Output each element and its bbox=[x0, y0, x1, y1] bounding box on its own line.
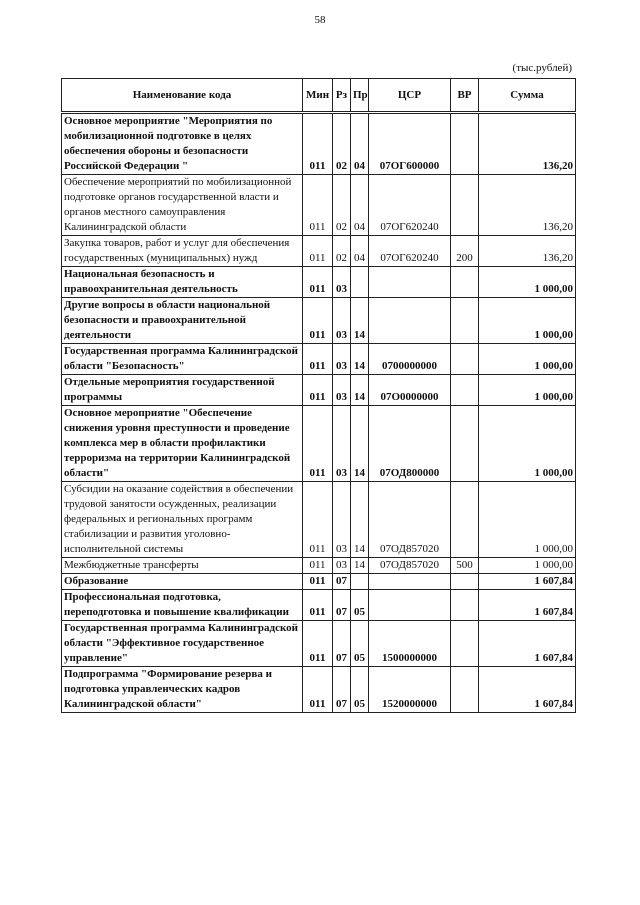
cell-name: Субсидии на оказание содействия в обеспечении трудовой занятости осужденных, реализации федеральных и региональных программ стабилизации и развития уголовно-исполнительной системы bbox=[62, 482, 303, 558]
cell-sum: 1 000,00 bbox=[479, 482, 576, 558]
cell-pr: 05 bbox=[351, 667, 369, 713]
cell-pr: 14 bbox=[351, 482, 369, 558]
table-row bbox=[62, 406, 576, 482]
table-row bbox=[62, 667, 576, 713]
table-body bbox=[62, 113, 576, 713]
cell-name: Другие вопросы в области национальной безопасности и правоохранительной деятельности bbox=[62, 298, 303, 344]
cell-vr bbox=[451, 482, 479, 558]
table-row bbox=[62, 574, 576, 590]
cell-rz: 03 bbox=[333, 406, 351, 482]
table-row bbox=[62, 482, 576, 558]
cell-csr bbox=[369, 574, 451, 590]
cell-vr bbox=[451, 590, 479, 621]
cell-pr: 14 bbox=[351, 298, 369, 344]
cell-rz: 02 bbox=[333, 236, 351, 267]
cell-vr bbox=[451, 574, 479, 590]
cell-name: Образование bbox=[62, 574, 303, 590]
cell-pr: 14 bbox=[351, 558, 369, 574]
cell-rz: 02 bbox=[333, 113, 351, 175]
cell-csr: 07ОД857020 bbox=[369, 558, 451, 574]
cell-rz: 07 bbox=[333, 667, 351, 713]
cell-min: 011 bbox=[303, 113, 333, 175]
header-rz: Рз bbox=[333, 79, 351, 113]
header-vr: ВР bbox=[451, 79, 479, 113]
units-label: (тыс.рублей) bbox=[512, 62, 572, 74]
cell-sum: 1 607,84 bbox=[479, 574, 576, 590]
cell-sum: 136,20 bbox=[479, 175, 576, 236]
cell-vr: 200 bbox=[451, 236, 479, 267]
cell-pr: 14 bbox=[351, 406, 369, 482]
cell-pr: 04 bbox=[351, 175, 369, 236]
table-row bbox=[62, 236, 576, 267]
cell-sum: 1 607,84 bbox=[479, 621, 576, 667]
cell-min: 011 bbox=[303, 375, 333, 406]
table-row bbox=[62, 344, 576, 375]
cell-min: 011 bbox=[303, 236, 333, 267]
cell-csr: 0700000000 bbox=[369, 344, 451, 375]
table-row bbox=[62, 113, 576, 175]
table-row bbox=[62, 267, 576, 298]
cell-csr bbox=[369, 267, 451, 298]
cell-min: 011 bbox=[303, 621, 333, 667]
cell-vr: 500 bbox=[451, 558, 479, 574]
table-row bbox=[62, 558, 576, 574]
cell-min: 011 bbox=[303, 574, 333, 590]
cell-pr: 04 bbox=[351, 236, 369, 267]
cell-name: Основное мероприятие "Обеспечение снижения уровня преступности и проведение комплекса мер в области профилактики терроризма на территории Калининградской области" bbox=[62, 406, 303, 482]
cell-rz: 03 bbox=[333, 344, 351, 375]
cell-name: Закупка товаров, работ и услуг для обеспечения государственных (муниципальных) нужд bbox=[62, 236, 303, 267]
cell-sum: 136,20 bbox=[479, 113, 576, 175]
cell-pr: 04 bbox=[351, 113, 369, 175]
cell-pr: 14 bbox=[351, 375, 369, 406]
cell-vr bbox=[451, 298, 479, 344]
cell-name: Государственная программа Калининградской области "Безопасность" bbox=[62, 344, 303, 375]
cell-rz: 02 bbox=[333, 175, 351, 236]
cell-csr: 07ОГ600000 bbox=[369, 113, 451, 175]
cell-min: 011 bbox=[303, 558, 333, 574]
cell-rz: 07 bbox=[333, 574, 351, 590]
cell-min: 011 bbox=[303, 298, 333, 344]
cell-sum: 1 607,84 bbox=[479, 667, 576, 713]
header-min: Мин bbox=[303, 79, 333, 113]
table-header-row bbox=[62, 79, 576, 113]
cell-min: 011 bbox=[303, 175, 333, 236]
cell-csr: 1500000000 bbox=[369, 621, 451, 667]
cell-csr: 07О0000000 bbox=[369, 375, 451, 406]
cell-sum: 1 607,84 bbox=[479, 590, 576, 621]
cell-csr: 1520000000 bbox=[369, 667, 451, 713]
cell-csr: 07ОД800000 bbox=[369, 406, 451, 482]
cell-rz: 03 bbox=[333, 375, 351, 406]
cell-vr bbox=[451, 621, 479, 667]
table-row bbox=[62, 375, 576, 406]
cell-name: Межбюджетные трансферты bbox=[62, 558, 303, 574]
cell-csr: 07ОГ620240 bbox=[369, 175, 451, 236]
cell-vr bbox=[451, 267, 479, 298]
cell-min: 011 bbox=[303, 590, 333, 621]
cell-csr bbox=[369, 298, 451, 344]
cell-sum: 1 000,00 bbox=[479, 375, 576, 406]
cell-pr: 14 bbox=[351, 344, 369, 375]
header-pr: Пр bbox=[351, 79, 369, 113]
cell-sum: 136,20 bbox=[479, 236, 576, 267]
cell-csr: 07ОД857020 bbox=[369, 482, 451, 558]
cell-min: 011 bbox=[303, 406, 333, 482]
cell-name: Подпрограмма "Формирование резерва и подготовка управленческих кадров Калининградской области" bbox=[62, 667, 303, 713]
cell-name: Отдельные мероприятия государственной программы bbox=[62, 375, 303, 406]
cell-rz: 07 bbox=[333, 621, 351, 667]
cell-pr bbox=[351, 267, 369, 298]
cell-name: Обеспечение мероприятий по мобилизационной подготовке органов государственной власти и органов местного самоуправления Калининградской области bbox=[62, 175, 303, 236]
cell-pr: 05 bbox=[351, 621, 369, 667]
cell-name: Профессиональная подготовка, переподготовка и повышение квалификации bbox=[62, 590, 303, 621]
table-row bbox=[62, 175, 576, 236]
header-sum: Сумма bbox=[479, 79, 576, 113]
header-csr: ЦСР bbox=[369, 79, 451, 113]
cell-rz: 03 bbox=[333, 267, 351, 298]
cell-csr bbox=[369, 590, 451, 621]
cell-rz: 03 bbox=[333, 298, 351, 344]
table-row bbox=[62, 298, 576, 344]
cell-vr bbox=[451, 375, 479, 406]
cell-vr bbox=[451, 344, 479, 375]
table-row bbox=[62, 621, 576, 667]
cell-sum: 1 000,00 bbox=[479, 406, 576, 482]
cell-min: 011 bbox=[303, 667, 333, 713]
header-name: Наименование кода bbox=[62, 79, 303, 113]
cell-sum: 1 000,00 bbox=[479, 298, 576, 344]
cell-vr bbox=[451, 175, 479, 236]
table-row bbox=[62, 590, 576, 621]
cell-vr bbox=[451, 667, 479, 713]
cell-min: 011 bbox=[303, 344, 333, 375]
cell-sum: 1 000,00 bbox=[479, 558, 576, 574]
cell-vr bbox=[451, 113, 479, 175]
cell-name: Государственная программа Калининградской области "Эффективное государственное управление" bbox=[62, 621, 303, 667]
cell-rz: 03 bbox=[333, 558, 351, 574]
cell-min: 011 bbox=[303, 482, 333, 558]
cell-rz: 07 bbox=[333, 590, 351, 621]
cell-name: Национальная безопасность и правоохранительная деятельность bbox=[62, 267, 303, 298]
cell-rz: 03 bbox=[333, 482, 351, 558]
cell-sum: 1 000,00 bbox=[479, 267, 576, 298]
cell-csr: 07ОГ620240 bbox=[369, 236, 451, 267]
cell-sum: 1 000,00 bbox=[479, 344, 576, 375]
cell-pr bbox=[351, 574, 369, 590]
cell-vr bbox=[451, 406, 479, 482]
cell-min: 011 bbox=[303, 267, 333, 298]
cell-pr: 05 bbox=[351, 590, 369, 621]
budget-table bbox=[61, 78, 576, 713]
page-number: 58 bbox=[314, 14, 326, 26]
cell-name: Основное мероприятие "Мероприятия по мобилизационной подготовке в целях обеспечения обороны и безопасности Российской Федерации " bbox=[62, 113, 303, 175]
